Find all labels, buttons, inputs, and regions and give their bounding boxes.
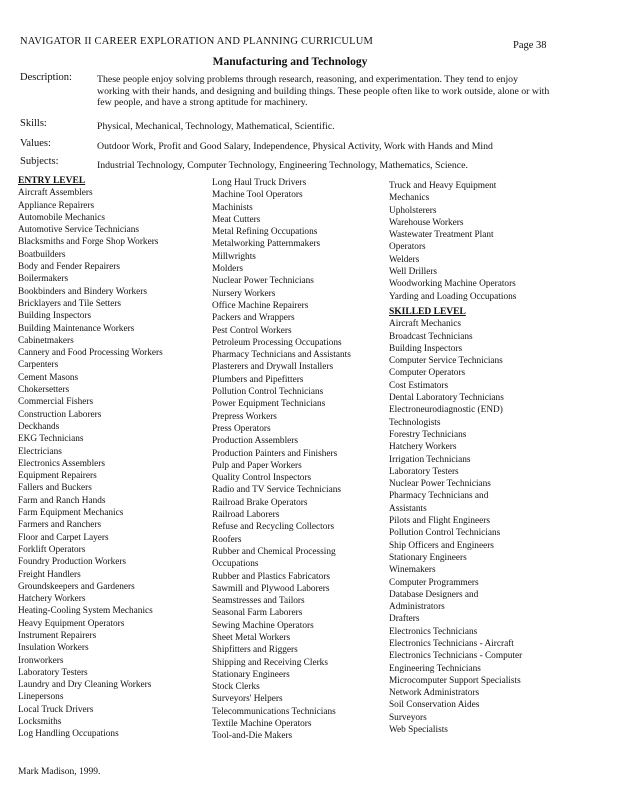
list-item: Telecommunications Technicians bbox=[212, 706, 336, 717]
list-item: Soil Conservation Aides bbox=[389, 700, 480, 711]
list-item: Metalworking Patternmakers bbox=[212, 239, 321, 250]
list-item: Aircraft Mechanics bbox=[389, 319, 462, 330]
occupation-column-3 bbox=[389, 180, 549, 736]
list-item: Hatchery Workers bbox=[389, 442, 457, 453]
list-item: Foundry Production Workers bbox=[18, 557, 127, 568]
list-item: Pollution Control Technicians bbox=[212, 387, 324, 398]
list-item: Stationary Engineers bbox=[212, 669, 290, 680]
list-item: Farm and Ranch Hands bbox=[18, 495, 106, 506]
list-item: Building Maintenance Workers bbox=[18, 323, 135, 334]
list-item: Engineering Technicians bbox=[389, 663, 481, 674]
list-item: Hatchery Workers bbox=[18, 594, 86, 605]
list-item: Press Operators bbox=[212, 423, 271, 434]
list-item: Operators bbox=[389, 242, 426, 253]
list-item: Dental Laboratory Technicians bbox=[389, 393, 504, 404]
list-item: Production Painters and Finishers bbox=[212, 448, 338, 459]
list-item: Welders bbox=[389, 254, 420, 265]
list-item: Carpenters bbox=[18, 360, 59, 371]
list-item: Automobile Mechanics bbox=[18, 212, 106, 223]
entry-level-heading: ENTRY LEVEL bbox=[18, 176, 86, 186]
list-item: Railroad Laborers bbox=[212, 510, 280, 521]
list-item: Tool-and-Die Makers bbox=[212, 731, 293, 742]
list-item: Electroneurodiagnostic (END) bbox=[389, 405, 503, 416]
list-item: Computer Operators bbox=[389, 368, 466, 379]
list-item: Sheet Metal Workers bbox=[212, 632, 291, 643]
list-item: Refuse and Recycling Collectors bbox=[212, 522, 335, 533]
occupation-column-1 bbox=[18, 175, 208, 741]
list-item: Locksmiths bbox=[18, 717, 62, 728]
list-item: Pilots and Flight Engineers bbox=[389, 516, 490, 527]
list-item: Mechanics bbox=[389, 193, 430, 204]
list-item: Yarding and Loading Occupations bbox=[389, 291, 517, 302]
list-item: Assistants bbox=[389, 503, 427, 514]
list-item: Upholsterers bbox=[389, 205, 437, 216]
list-item: Boilermakers bbox=[18, 274, 69, 285]
list-item: Railroad Brake Operators bbox=[212, 497, 308, 508]
list-item: Computer Programmers bbox=[389, 577, 479, 588]
list-item: Laboratory Testers bbox=[18, 667, 88, 678]
list-item: Log Handling Occupations bbox=[18, 729, 119, 740]
list-item: Broadcast Technicians bbox=[389, 331, 473, 342]
skilled-level-heading: SKILLED LEVEL bbox=[389, 306, 466, 317]
list-item: Winemakers bbox=[389, 565, 436, 576]
page-title: Manufacturing and Technology bbox=[212, 56, 368, 68]
list-item: Commercial Fishers bbox=[18, 397, 94, 408]
list-item: Cost Estimators bbox=[389, 380, 449, 391]
list-item: Fallers and Buckers bbox=[18, 483, 92, 494]
list-item: Wastewater Treatment Plant bbox=[389, 230, 494, 241]
subjects-label: Subjects: bbox=[20, 156, 59, 167]
list-item: Long Haul Truck Drivers bbox=[212, 178, 307, 188]
list-item: Electricians bbox=[18, 446, 62, 457]
list-item: Occupations bbox=[212, 559, 259, 570]
list-item: Network Administrators bbox=[389, 688, 480, 699]
list-item: Quality Control Inspectors bbox=[212, 473, 312, 484]
list-item: Sewing Machine Operators bbox=[212, 620, 314, 631]
list-item: Microcomputer Support Specialists bbox=[389, 675, 521, 686]
list-item: Plasterers and Drywall Installers bbox=[212, 362, 334, 373]
entry-level-list-3 bbox=[389, 180, 549, 303]
list-item: Surveyors' Helpers bbox=[212, 694, 283, 705]
list-item: Ship Officers and Engineers bbox=[389, 540, 494, 551]
list-item: Textile Machine Operators bbox=[212, 719, 312, 730]
list-item: Forestry Technicians bbox=[389, 429, 467, 440]
list-item: Pest Control Workers bbox=[212, 325, 292, 336]
list-item: Insulation Workers bbox=[18, 643, 89, 654]
list-item: Bookbinders and Bindery Workers bbox=[18, 286, 147, 297]
list-item: Groundskeepers and Gardeners bbox=[18, 581, 135, 592]
entry-level-list-1 bbox=[18, 187, 208, 740]
list-item: Radio and TV Service Technicians bbox=[212, 485, 341, 496]
description-label: Description: bbox=[20, 72, 72, 83]
list-item: Seasonal Farm Laborers bbox=[212, 608, 303, 619]
list-item: Production Assemblers bbox=[212, 436, 298, 447]
list-item: Metal Refining Occupations bbox=[212, 227, 318, 238]
list-item: Warehouse Workers bbox=[389, 217, 464, 228]
list-item: Office Machine Repairers bbox=[212, 300, 309, 311]
list-item: Freight Handlers bbox=[18, 569, 81, 580]
list-item: Appliance Repairers bbox=[18, 200, 95, 211]
list-item: Meat Cutters bbox=[212, 214, 261, 225]
values-label: Values: bbox=[20, 138, 51, 149]
list-item: Cabinetmakers bbox=[18, 335, 74, 346]
occupation-column-2 bbox=[212, 177, 388, 743]
list-item: Machinists bbox=[212, 202, 253, 213]
skilled-level-list bbox=[389, 318, 549, 736]
list-item: Blacksmiths and Forge Shop Workers bbox=[18, 237, 159, 248]
list-item: Heavy Equipment Operators bbox=[18, 618, 125, 629]
list-item: Administrators bbox=[389, 602, 445, 613]
list-item: Web Specialists bbox=[389, 725, 448, 736]
skills-label: Skills: bbox=[20, 118, 47, 129]
list-item: Millwrights bbox=[212, 251, 256, 262]
list-item: Heating-Cooling System Mechanics bbox=[18, 606, 153, 617]
document-header: NAVIGATOR II CAREER EXPLORATION AND PLANNING CURRICULUM bbox=[20, 36, 374, 47]
list-item: Farmers and Ranchers bbox=[18, 520, 102, 531]
list-item: Aircraft Assemblers bbox=[18, 188, 93, 199]
list-item: Cannery and Food Processing Workers bbox=[18, 348, 163, 359]
list-item: Pharmacy Technicians and bbox=[389, 491, 489, 502]
list-item: Laboratory Testers bbox=[389, 466, 459, 477]
list-item: Computer Service Technicians bbox=[389, 356, 503, 367]
entry-level-list-2 bbox=[212, 177, 388, 743]
list-item: Pulp and Paper Workers bbox=[212, 460, 302, 471]
list-item: Woodworking Machine Operators bbox=[389, 279, 516, 290]
list-item: Truck and Heavy Equipment bbox=[389, 181, 497, 191]
list-item: Seamstresses and Tailors bbox=[212, 596, 305, 607]
list-item: Nuclear Power Technicians bbox=[212, 276, 314, 287]
list-item: Linepersons bbox=[18, 692, 64, 703]
list-item: Chokersetters bbox=[18, 385, 70, 396]
list-item: Drafters bbox=[389, 614, 420, 625]
list-item: Stationary Engineers bbox=[389, 552, 467, 563]
list-item: Bricklayers and Tile Setters bbox=[18, 298, 122, 309]
list-item: Rubber and Plastics Fabricators bbox=[212, 571, 330, 582]
list-item: Deckhands bbox=[18, 421, 60, 432]
list-item: Nuclear Power Technicians bbox=[389, 479, 491, 490]
footer-credit: Mark Madison, 1999. bbox=[18, 767, 101, 777]
list-item: Plumbers and Pipefitters bbox=[212, 374, 304, 385]
list-item: Electronics Technicians - Aircraft bbox=[389, 638, 514, 649]
list-item: Database Designers and bbox=[389, 589, 479, 600]
values-text: Outdoor Work, Profit and Good Salary, Independence, Physical Activity, Work with Hands and Mind bbox=[97, 141, 493, 152]
list-item: Electronics Technicians - Computer bbox=[389, 651, 523, 662]
list-item: Power Equipment Technicians bbox=[212, 399, 326, 410]
list-item: Ironworkers bbox=[18, 655, 64, 666]
list-item: Sawmill and Plywood Laborers bbox=[212, 583, 330, 594]
list-item: Instrument Repairers bbox=[18, 630, 97, 641]
description-text: These people enjoy solving problems through research, reasoning, and experimentation. They tend to enjoy working with their hands, and designing and building things. These people often like to work outside, alone or with few people, and have a strong aptitude for machinery. bbox=[97, 74, 550, 108]
list-item: Nursery Workers bbox=[212, 288, 276, 299]
list-item: Surveyors bbox=[389, 712, 427, 723]
list-item: Roofers bbox=[212, 534, 242, 545]
list-item: Well Drillers bbox=[389, 267, 438, 278]
list-item: Shipfitters and Riggers bbox=[212, 645, 298, 656]
list-item: Forklift Operators bbox=[18, 544, 86, 555]
list-item: Prepress Workers bbox=[212, 411, 277, 422]
list-item: Cement Masons bbox=[18, 372, 79, 383]
list-item: Construction Laborers bbox=[18, 409, 102, 420]
list-item: Technologists bbox=[389, 417, 441, 428]
list-item: Stock Clerks bbox=[212, 682, 260, 693]
list-item: Pharmacy Technicians and Assistants bbox=[212, 350, 351, 361]
list-item: Local Truck Drivers bbox=[18, 704, 94, 715]
list-item: Boatbuilders bbox=[18, 249, 66, 260]
list-item: Equipment Repairers bbox=[18, 471, 97, 482]
list-item: Farm Equipment Mechanics bbox=[18, 508, 124, 519]
list-item: Floor and Carpet Layers bbox=[18, 532, 109, 543]
list-item: Body and Fender Repairers bbox=[18, 262, 120, 273]
page-number: Page 38 bbox=[513, 40, 547, 51]
list-item: Building Inspectors bbox=[389, 343, 463, 354]
list-item: Rubber and Chemical Processing bbox=[212, 546, 336, 557]
list-item: Shipping and Receiving Clerks bbox=[212, 657, 328, 668]
list-item: Pollution Control Technicians bbox=[389, 528, 501, 539]
list-item: Laundry and Dry Cleaning Workers bbox=[18, 680, 152, 691]
subjects-text: Industrial Technology, Computer Technology, Engineering Technology, Mathematics, Science. bbox=[97, 160, 468, 171]
skills-text: Physical, Mechanical, Technology, Mathematical, Scientific. bbox=[97, 121, 335, 132]
list-item: Electronics Technicians bbox=[389, 626, 478, 637]
list-item: Machine Tool Operators bbox=[212, 190, 303, 201]
list-item: Automotive Service Technicians bbox=[18, 225, 140, 236]
list-item: Petroleum Processing Occupations bbox=[212, 337, 342, 348]
list-item: Irrigation Technicians bbox=[389, 454, 471, 465]
list-item: Electronics Assemblers bbox=[18, 458, 106, 469]
list-item: EKG Technicians bbox=[18, 434, 84, 445]
list-item: Packers and Wrappers bbox=[212, 313, 295, 324]
list-item: Molders bbox=[212, 264, 243, 275]
list-item: Building Inspectors bbox=[18, 311, 92, 322]
